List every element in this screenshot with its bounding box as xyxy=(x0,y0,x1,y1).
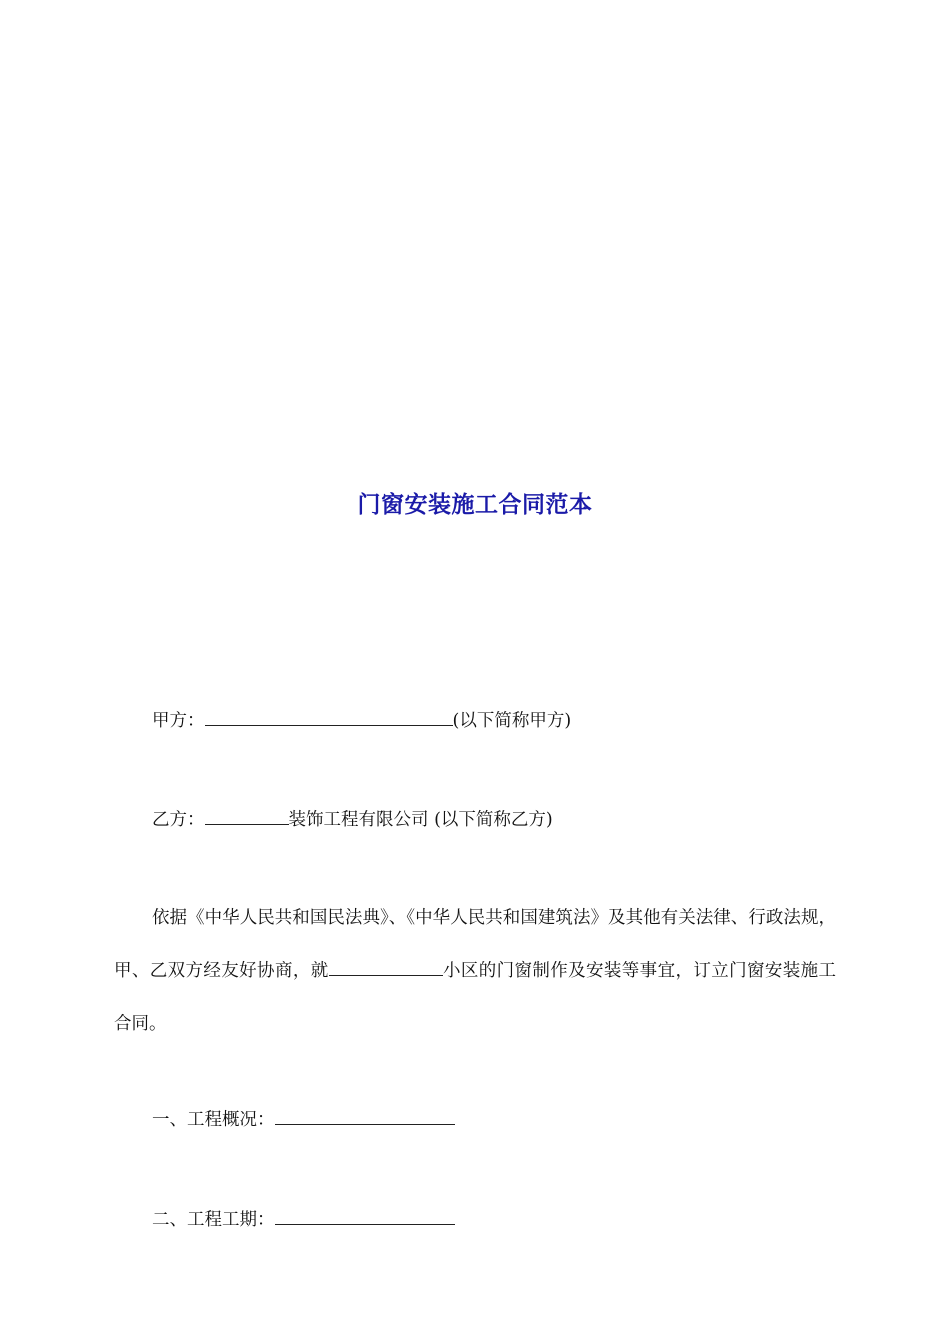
party-b-suffix: (以下简称乙方) xyxy=(434,810,553,830)
section-2-blank[interactable] xyxy=(275,1206,455,1225)
party-b-blank[interactable] xyxy=(205,806,289,825)
section-1-label: 一、工程概况： xyxy=(152,1110,275,1130)
section-1-blank[interactable] xyxy=(275,1106,455,1125)
party-b-company-suffix: 装饰工程有限公司 xyxy=(288,810,429,830)
section-2-line xyxy=(152,1206,455,1232)
preamble-text-1: 依据《中华人民共和国民法典》、《中华人民共和国建筑法》及其他有关法律、行政法规，甲、乙双方经友好协商，就 xyxy=(114,908,836,981)
party-b-label: 乙方： xyxy=(152,810,205,830)
section-2-label: 二、工程工期： xyxy=(152,1210,275,1230)
party-b-line xyxy=(152,806,553,832)
preamble-text-2: 小区的门窗制作及安装等事宜，订立门窗安装施工合同。 xyxy=(114,961,837,1034)
document-title: 门窗安装施工合同范本 xyxy=(357,491,593,518)
community-blank[interactable] xyxy=(329,957,443,976)
preamble-paragraph xyxy=(114,892,836,1051)
party-a-line xyxy=(152,707,571,733)
party-a-label: 甲方： xyxy=(152,711,205,731)
party-a-blank[interactable] xyxy=(205,707,453,726)
party-a-suffix: (以下简称甲方) xyxy=(452,711,572,731)
section-1-line xyxy=(152,1106,455,1132)
